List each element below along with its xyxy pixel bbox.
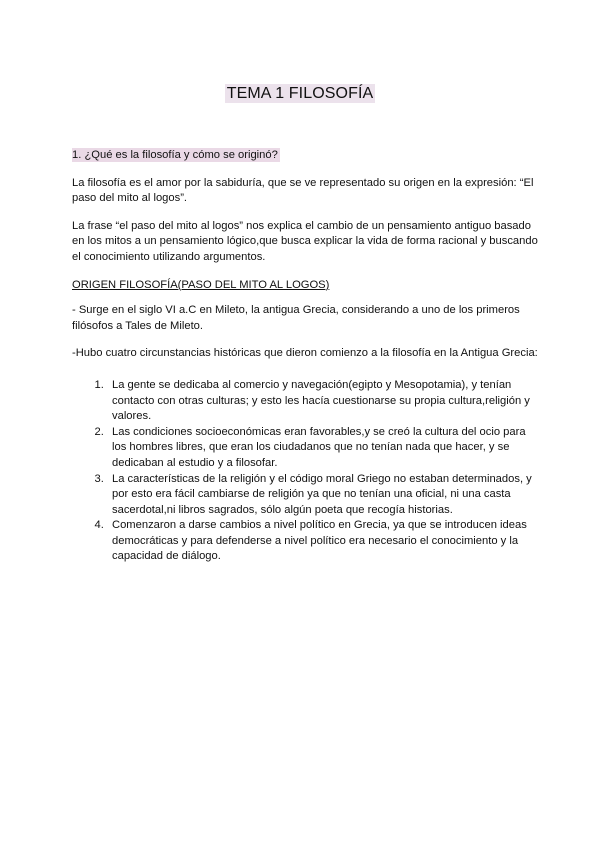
circumstances-list [72, 378, 542, 565]
list-item: 4. Comenzaron a darse cambios a nivel político en Grecia, ya que se introducen ideas democráticas y para defenderse a nivel político era necesario el conocimiento y la capacidad de diálogo. [107, 518, 542, 565]
circumstances-intro-paragraph: -Hubo cuatro circunstancias históricas que dieron comienzo a la filosofía en la Antigua Grecia: [72, 347, 538, 360]
document-title [0, 84, 600, 104]
question-heading [72, 148, 542, 164]
list-item: 1. La gente se dedicaba al comercio y navegación(egipto y Mesopotamia), y tenían contacto con otras culturas; y esto les hacía cuestionarse su propia cultura,religión y valores. [107, 378, 542, 425]
document-title-text: TEMA 1 FILOSOFÍA [226, 85, 374, 102]
myth-to-logos-paragraph: La frase “el paso del mito al logos” nos explica el cambio de un pensamiento antiguo basado en los mitos a un pensamiento lógico,que busca explicar la vida de forma racional y buscando el conocimiento utilizando argumentos. [72, 219, 538, 263]
document-body [72, 148, 542, 565]
question-heading-text: 1. ¿Qué es la filosofía y cómo se originó? [72, 149, 278, 161]
definition-paragraph: La filosofía es el amor por la sabiduría, que se ve representado su origen en la expresión: “El paso del mito al logos”. [72, 176, 534, 205]
origin-paragraph: - Surge en el siglo VI a.C en Mileto, la antigua Grecia, considerando a uno de los primeros filósofos a Tales de Mileto. [72, 304, 520, 332]
list-item: 3. La características de la religión y el código moral Griego no estaban determinados, y por esto era fácil cambiarse de religión ya que no tenían una oficial, ni una casta sacerdotal,ni libros sagrados, sólo algún poeta que recogía historias. [107, 472, 542, 519]
list-item: 2. Las condiciones socioeconómicas eran favorables,y se creó la cultura del ocio para los hombres libres, que eran los ciudadanos que no tenían nada que hacer, y se dedicaban al estudio y a filosofar. [107, 425, 542, 472]
section-heading: ORIGEN FILOSOFÍA(PASO DEL MITO AL LOGOS) [72, 278, 330, 291]
